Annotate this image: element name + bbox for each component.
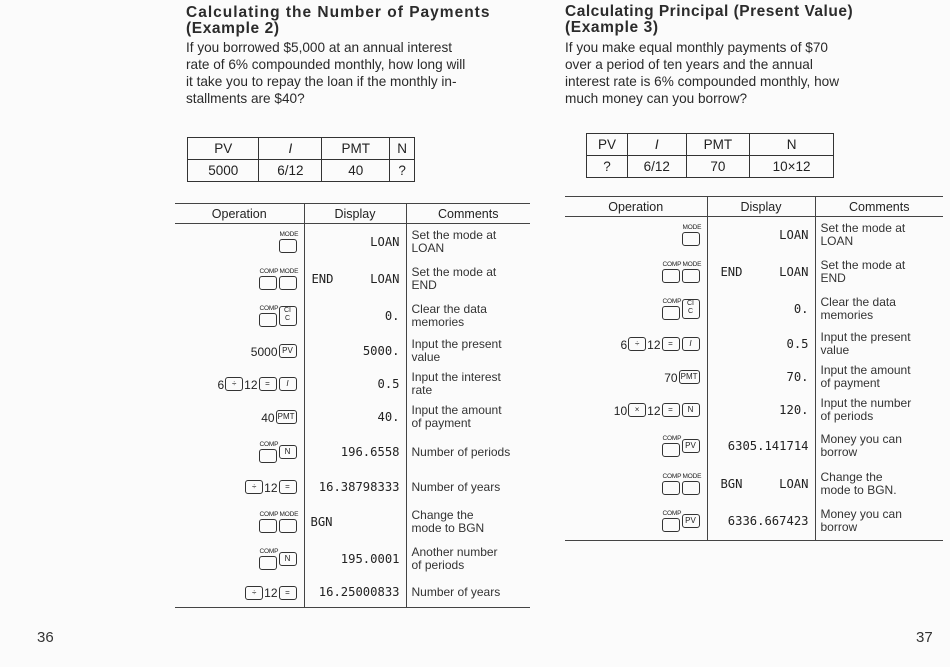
ops-header-display: Display: [304, 204, 406, 224]
right-heading-line2: (Example 3): [565, 19, 659, 36]
comment: Set the mode at LOAN: [820, 221, 906, 249]
divide-key: ÷: [245, 480, 263, 494]
right-heading: [565, 4, 945, 36]
var-header: PV: [587, 134, 628, 156]
mode-key: MODE: [279, 276, 297, 290]
comp-key: COMP: [259, 313, 277, 327]
comment: Number of years: [406, 578, 530, 608]
left-intro-line: rate of 6% compounded monthly, how long will: [186, 57, 466, 72]
equals-key: =: [662, 337, 680, 351]
comp-key: COMP: [259, 519, 277, 533]
display-value: 6305.141714: [707, 427, 815, 465]
display-value: 0.5: [304, 368, 406, 401]
operation-keys: 5000 PV: [175, 335, 304, 368]
clear-key: CI C: [682, 299, 700, 319]
right-operations-table: [565, 196, 943, 541]
left-variables-table: [187, 137, 415, 182]
ops-header-operation: Operation: [175, 204, 304, 224]
var-value: 40: [322, 160, 390, 182]
operation-keys: [175, 224, 304, 261]
display-value: 0.5: [707, 328, 815, 361]
comment: Input the amount of payment: [411, 403, 502, 430]
right-variables-table: [586, 133, 834, 178]
operation-keys: 6 ÷ 12 = I: [565, 328, 707, 361]
left-intro-line: If you borrowed $5,000 at an annual interest: [186, 40, 453, 55]
var-header: PV: [188, 138, 259, 160]
var-header: I: [259, 138, 322, 160]
comment: Clear the data memories: [411, 302, 487, 329]
var-header: PMT: [322, 138, 390, 160]
right-heading-line1: Calculating Principal (Present Value): [565, 3, 854, 20]
divide-key: ÷: [225, 377, 243, 391]
comment: Number of periods: [411, 444, 511, 459]
var-value: ?: [390, 160, 415, 182]
equals-key: =: [662, 403, 680, 417]
equals-key: =: [279, 586, 297, 600]
comment: Input the interest rate: [411, 370, 501, 397]
clear-key: CI C: [279, 306, 297, 326]
display-value: END LOAN: [304, 261, 406, 298]
comp-key: COMP: [662, 518, 680, 532]
operation-keys: [565, 217, 707, 254]
display-value: 0.: [304, 298, 406, 335]
display-value: BGN LOAN: [707, 465, 815, 503]
comment: Clear the data memories: [820, 295, 896, 322]
comp-key: COMP: [259, 449, 277, 463]
operation-keys: 40 PMT: [175, 401, 304, 434]
n-key: N: [279, 552, 297, 566]
display-value: 16.25000833: [304, 578, 406, 608]
comp-key: COMP: [662, 481, 680, 495]
operation-keys: [565, 254, 707, 291]
comp-key: COMP: [259, 556, 277, 570]
var-value: 70: [686, 156, 750, 178]
display-value: LOAN: [707, 217, 815, 254]
mode-key: MODE: [279, 519, 297, 533]
mode-key: MODE: [682, 232, 700, 246]
ops-header-comments: Comments: [815, 197, 943, 217]
display-value: 16.38798333: [304, 471, 406, 504]
operation-keys: ÷ 12 =: [175, 471, 304, 504]
ops-header-comments: Comments: [406, 204, 530, 224]
comment: Change the mode to BGN.: [820, 469, 897, 497]
right-intro-line: If you make equal monthly payments of $70: [565, 40, 828, 55]
i-key: I: [682, 337, 700, 351]
operation-keys: [175, 434, 304, 471]
left-intro-line: stallments are $40?: [186, 91, 305, 106]
operation-keys: ÷ 12 =: [175, 578, 304, 608]
comment: Another number of periods: [411, 545, 498, 572]
display-value: LOAN: [304, 224, 406, 261]
right-intro-line: over a period of ten years and the annual: [565, 57, 813, 72]
left-heading: [186, 5, 546, 37]
operation-keys: [175, 504, 304, 541]
pmt-key: PMT: [276, 410, 297, 424]
comment: Input the present value: [411, 337, 502, 364]
comment: Set the mode at END: [411, 265, 497, 292]
equals-key: =: [279, 480, 297, 494]
pv-key: PV: [682, 514, 700, 528]
operation-keys: [175, 298, 304, 335]
var-header: N: [750, 134, 834, 156]
display-value: END LOAN: [707, 254, 815, 291]
operation-keys: [175, 541, 304, 578]
pv-key: PV: [279, 344, 297, 358]
page-number-left: 36: [37, 629, 54, 646]
divide-key: ÷: [628, 337, 646, 351]
operation-keys: [565, 465, 707, 503]
var-value: 6/12: [627, 156, 686, 178]
comment: Number of years: [411, 479, 501, 494]
display-value: 40.: [304, 401, 406, 434]
right-intro-line: interest rate is 6% compounded monthly, how: [565, 74, 840, 89]
divide-key: ÷: [245, 586, 263, 600]
display-value: 5000.: [304, 335, 406, 368]
left-operations-table: [175, 203, 530, 608]
mode-key: MODE: [682, 269, 700, 283]
mode-key: MODE: [279, 239, 297, 253]
operation-keys: [565, 427, 707, 465]
right-intro-line: much money can you borrow?: [565, 91, 748, 106]
var-value: ?: [587, 156, 628, 178]
left-heading-line1: Calculating the Number of Payments: [186, 4, 491, 21]
operation-keys: 6 ÷ 12 = I: [175, 368, 304, 401]
var-value: 5000: [188, 160, 259, 182]
display-value: 195.0001: [304, 541, 406, 578]
display-value: BGN: [304, 504, 406, 541]
comment: Input the amount of payment: [820, 363, 911, 390]
ops-header-display: Display: [707, 197, 815, 217]
operation-keys: [175, 261, 304, 298]
var-header: N: [390, 138, 415, 160]
times-key: ×: [628, 403, 646, 417]
pmt-key: PMT: [679, 370, 700, 384]
page-number-right: 37: [916, 629, 933, 646]
left-intro-line: it take you to repay the loan if the monthly in-: [186, 74, 457, 89]
comment: Money you can borrow: [815, 503, 943, 541]
comp-key: COMP: [259, 276, 277, 290]
operation-keys: [565, 291, 707, 328]
display-value: 0.: [707, 291, 815, 328]
comment: Set the mode at LOAN: [411, 228, 497, 256]
operation-keys: 10 × 12 = N: [565, 394, 707, 427]
var-value: 10×12: [750, 156, 834, 178]
comp-key: COMP: [662, 306, 680, 320]
n-key: N: [279, 445, 297, 459]
right-intro: [565, 39, 945, 107]
equals-key: =: [259, 377, 277, 391]
i-key: I: [279, 377, 297, 391]
comp-key: COMP: [662, 269, 680, 283]
left-heading-line2: (Example 2): [186, 20, 280, 37]
comment: Change the mode to BGN: [411, 508, 485, 535]
ops-header-operation: Operation: [565, 197, 707, 217]
display-value: 120.: [707, 394, 815, 427]
pv-key: PV: [682, 439, 700, 453]
mode-key: MODE: [682, 481, 700, 495]
var-value: 6/12: [259, 160, 322, 182]
left-intro: [186, 39, 546, 107]
comment: Set the mode at END: [820, 258, 906, 285]
var-header: PMT: [686, 134, 750, 156]
var-header: I: [627, 134, 686, 156]
comp-key: COMP: [662, 443, 680, 457]
comment: Input the number of periods: [820, 396, 912, 423]
comment: Input the present value: [820, 330, 911, 357]
n-key: N: [682, 403, 700, 417]
operation-keys: 70 PMT: [565, 361, 707, 394]
comment: Money you can borrow: [820, 431, 902, 459]
display-value: 196.6558: [304, 434, 406, 471]
operation-keys: [565, 503, 707, 541]
display-value: 70.: [707, 361, 815, 394]
display-value: 6336.667423: [707, 503, 815, 541]
